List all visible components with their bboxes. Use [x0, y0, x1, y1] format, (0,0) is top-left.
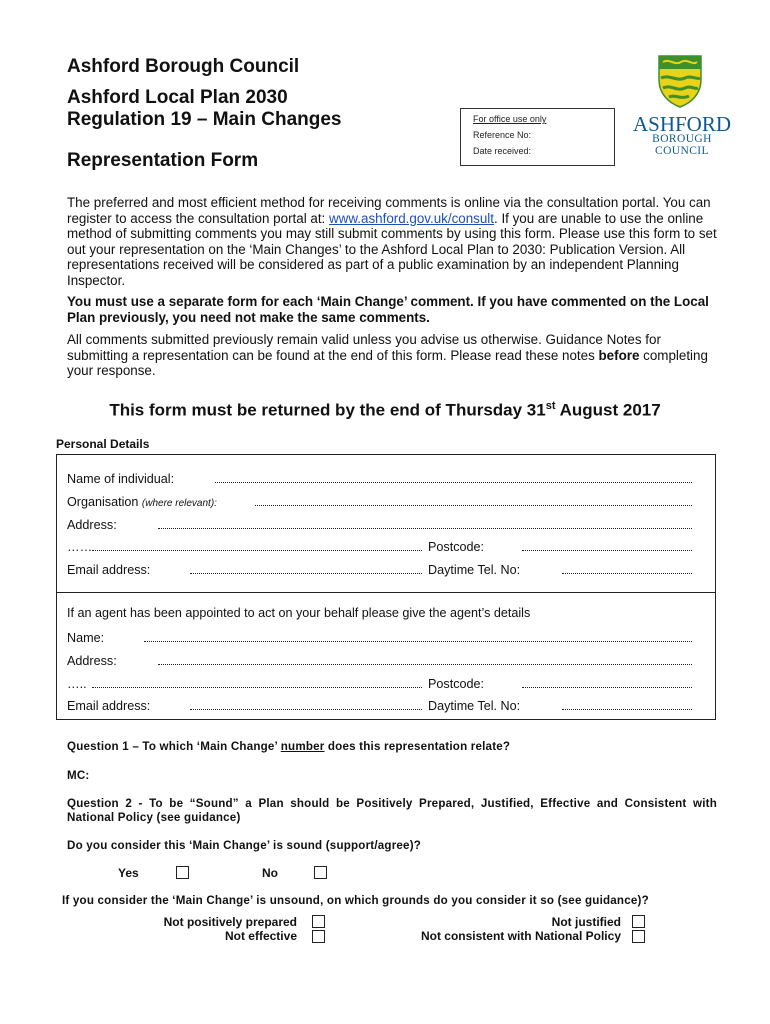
postcode-label: Postcode:: [428, 540, 485, 554]
agent-address-field-2[interactable]: [92, 687, 422, 688]
reference-no-label: Reference No:: [473, 130, 532, 140]
intro-text-1: The preferred and most efficient method for receiving comments is online via the consultation portal. You can register to access the consultation portal at:: [67, 195, 711, 226]
deadline-text-end: August 2017: [555, 400, 661, 420]
tel-field[interactable]: [562, 573, 692, 574]
organisation-field[interactable]: [255, 505, 692, 506]
agent-tel-field[interactable]: [562, 709, 692, 710]
shield-icon: [657, 54, 703, 108]
organisation-note: (where relevant):: [141, 498, 217, 509]
unsound-grounds-question: If you consider the ‘Main Change’ is unsound, on which grounds do you consider it so (see guidance)?: [62, 894, 649, 907]
council-heading: Ashford Borough Council: [67, 56, 300, 77]
date-received-label: Date received:: [473, 146, 532, 156]
deadline-notice: [0, 400, 770, 421]
ashford-logo: [626, 54, 738, 157]
guidance-bold: before: [598, 347, 640, 363]
agent-tel-label: Daytime Tel. No:: [428, 699, 521, 713]
tel-label: Daytime Tel. No:: [428, 563, 521, 577]
intro-paragraph: [67, 195, 717, 288]
not-consistent-label: Not consistent with National Policy: [420, 929, 621, 943]
agent-postcode-field[interactable]: [522, 687, 692, 688]
name-field[interactable]: [215, 482, 692, 483]
not-justified-label: Not justified: [551, 915, 621, 929]
agent-name-field[interactable]: [144, 641, 692, 642]
not-positively-prepared-label: Not positively prepared: [163, 915, 297, 929]
plan-heading: Ashford Local Plan 2030: [67, 87, 288, 108]
separate-form-notice: You must use a separate form for each ‘Main Change’ comment. If you have commented on the Local Plan previously, you need not make the same comments.: [67, 294, 709, 325]
guidance-paragraph: [67, 332, 717, 379]
not-consistent-checkbox[interactable]: [632, 930, 645, 943]
not-justified-checkbox[interactable]: [632, 915, 645, 928]
agent-email-field[interactable]: [190, 709, 422, 710]
guidance-text-2: completing your response.: [67, 347, 708, 378]
office-use-title: For office use only: [473, 114, 547, 124]
form-title: Representation Form: [67, 150, 259, 171]
agent-postcode-label: Postcode:: [428, 677, 485, 691]
question-1-text: Question 1 – To which ‘Main Change’: [67, 740, 281, 753]
guidance-text-1: All comments submitted previously remain valid unless you advise us otherwise. Guidance Notes for submitting a representation can be found at the end of this form. Please read these notes: [67, 332, 661, 363]
question-1-text-end: does this representation relate?: [324, 740, 511, 753]
agent-address-continuation: …..: [67, 677, 87, 691]
email-field[interactable]: [190, 573, 422, 574]
organisation-label: [67, 495, 217, 511]
address-field-1[interactable]: [158, 528, 692, 529]
agent-intro: If an agent has been appointed to act on your behalf please give the agent’s details: [67, 606, 531, 620]
logo-name: ASHFORD: [632, 112, 732, 136]
question-2: Question 2 - To be “Sound” a Plan should be Positively Prepared, Justified, Effective and Consistent with National Policy (see guidance): [67, 797, 717, 824]
address-label: Address:: [67, 518, 117, 532]
agent-name-label: Name:: [67, 631, 105, 645]
soundness-question: Do you consider this ‘Main Change’ is sound (support/agree)?: [67, 839, 422, 852]
not-positively-prepared-checkbox[interactable]: [312, 915, 325, 928]
yes-label: Yes: [118, 866, 139, 880]
deadline-text: This form must be returned by the end of Thursday 31: [109, 400, 546, 420]
organisation-label-text: Organisation: [67, 495, 139, 509]
regulation-heading: Regulation 19 – Main Changes: [67, 109, 342, 130]
yes-checkbox[interactable]: [176, 866, 189, 879]
office-use-box: [460, 108, 615, 166]
agent-email-label: Email address:: [67, 699, 151, 713]
question-1: [67, 740, 510, 754]
consult-link[interactable]: www.ashford.gov.uk/consult: [329, 210, 494, 226]
email-label: Email address:: [67, 563, 151, 577]
not-effective-label: Not effective: [224, 929, 297, 943]
deadline-sup: st: [545, 400, 556, 412]
details-box: [56, 454, 716, 720]
postcode-field[interactable]: [522, 550, 692, 551]
details-divider: [56, 592, 716, 593]
no-checkbox[interactable]: [314, 866, 327, 879]
address-field-2[interactable]: [92, 550, 422, 551]
intro-text-2: . If you are unable to use the online method of submitting comments you may still submit comments by using this form. Please use this form to set out your representation on the ‘Main Changes’ to the Ashford Local Plan to 2030: Publication Version. All representations received will be considered as part of a public examination by an independent Planning Inspector.: [67, 210, 717, 288]
personal-details-label: Personal Details: [56, 437, 150, 451]
agent-address-field-1[interactable]: [158, 664, 692, 665]
no-label: No: [262, 866, 278, 880]
question-1-underline: number: [280, 740, 325, 753]
logo-subtitle: BOROUGH COUNCIL: [652, 133, 712, 157]
name-label: Name of individual:: [67, 472, 175, 486]
agent-address-label: Address:: [67, 654, 117, 668]
address-continuation: ……: [67, 540, 93, 554]
not-effective-checkbox[interactable]: [312, 930, 325, 943]
mc-label: MC:: [67, 769, 90, 782]
